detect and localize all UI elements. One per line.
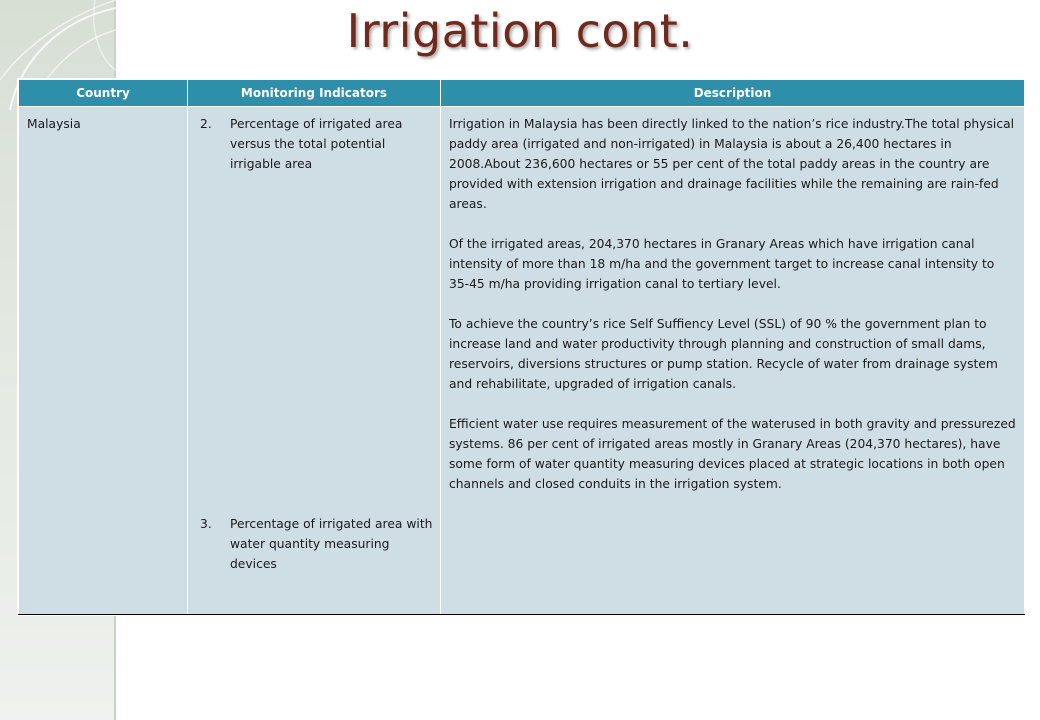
slide-title: Irrigation cont. (346, 4, 694, 58)
indicator-text: Percentage of irrigated area with water quantity measuring devices (230, 517, 433, 571)
header-country: Country (19, 80, 188, 107)
table-row (19, 107, 1025, 615)
indicator-item (196, 514, 436, 574)
description-paragraph: To achieve the country’s rice Self Suffiency Level (SSL) of 90 % the government plan to increase land and water productivity through planning and construction of small dams, reservoirs, diversions structures or pump station. Recycle of water from drainage system and rehabilitate, upgraded of irrigation canals. (449, 317, 998, 391)
country-name: Malaysia (27, 117, 81, 131)
indicator-text: Percentage of irrigated area versus the total potential irrigable area (230, 117, 403, 171)
monitoring-table (18, 79, 1025, 615)
cell-indicators (188, 107, 441, 615)
cell-country (19, 107, 188, 615)
table-header-row (19, 80, 1025, 107)
cell-description (441, 107, 1025, 615)
indicator-number: 2. (200, 117, 212, 131)
indicator-list (196, 114, 432, 614)
description-paragraph: Efficient water use requires measurement of the waterused in both gravity and pressurezed systems. 86 per cent of irrigated areas mostly in Granary Areas (204,370 hectares), have some form of water quantity measuring devices placed at strategic locations in both open channels and closed conduits in the irrigation system. (449, 417, 1016, 491)
header-monitoring-indicators: Monitoring Indicators (188, 80, 441, 107)
indicator-number: 3. (200, 517, 212, 531)
description-paragraph: Of the irrigated areas, 204,370 hectares in Granary Areas which have irrigation canal intensity of more than 18 m/ha and the government target to increase canal intensity to 35-45 m/ha providing irrigation canal to tertiary level. (449, 237, 995, 291)
monitoring-table-container (17, 78, 1026, 616)
header-description: Description (441, 80, 1025, 107)
indicator-item (196, 114, 436, 174)
description-paragraph: Irrigation in Malaysia has been directly linked to the nation’s rice industry.The total physical paddy area (irrigated and non-irrigated) in Malaysia is about a 26,400 hectares in 2008.About 236,600 hectares or 55 per cent of the total paddy areas in the country are provided with extension irrigation and drainage facilities while the remaining are rain-fed areas. (449, 117, 1015, 211)
